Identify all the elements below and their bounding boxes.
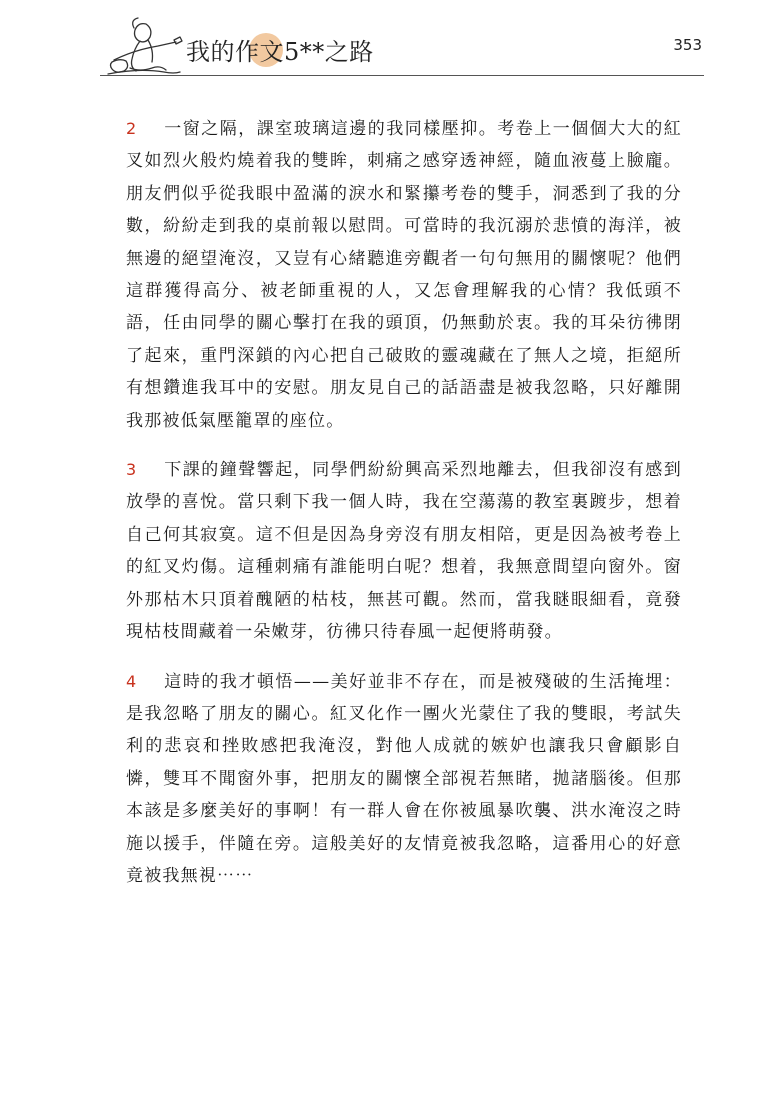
- essay-body: [126, 113, 682, 909]
- page-number: 353: [673, 36, 702, 54]
- book-logo: [104, 16, 374, 78]
- paragraph-text: 下課的鐘聲響起，同學們紛紛興高采烈地離去，但我卻沒有感到放學的喜悅。當只剩下我一個人時，我在空蕩蕩的教室裏踱步，想着自己何其寂寞。這不但是因為身旁沒有朋友相陪，更是因為被考卷上的紅叉灼傷。這種刺痛有誰能明白呢？想着，我無意間望向窗外。窗外那枯木只頂着醜陋的枯枝，無甚可觀。然而，當我瞇眼細看，竟發現枯枝間藏着一朵嫩芽，彷彿只待春風一起便將萌發。: [126, 460, 682, 643]
- logo-title: 我的作文5**之路: [186, 38, 374, 66]
- header-divider: [100, 75, 704, 76]
- paragraph-number: 2: [126, 119, 137, 138]
- page-header: [100, 14, 704, 78]
- paragraph-text: 一窗之隔，課室玻璃這邊的我同樣壓抑。考卷上一個個大大的紅叉如烈火般灼燒着我的雙眸，刺痛之感穿透神經，隨血液蔓上臉龐。朋友們似乎從我眼中盈滿的淚水和緊攥考卷的雙手，洞悉到了我的分數，紛紛走到我的桌前報以慰問。可當時的我沉溺於悲憤的海洋，被無邊的絕望淹沒，又豈有心緒聽進旁觀者一句句無用的關懷呢？他們這群獲得高分、被老師重視的人，又怎會理解我的心情？我低頭不語，任由同學的關心擊打在我的頭頂，仍無動於衷。我的耳朵彷彿閉了起來，重門深鎖的內心把自己破敗的靈魂藏在了無人之境，拒絕所有想鑽進我耳中的安慰。朋友見自己的話語盡是被我忽略，只好離開我那被低氣壓籠罩的座位。: [126, 119, 682, 431]
- paragraph-3: [126, 454, 682, 648]
- paragraph-text: 這時的我才頓悟——美好並非不存在，而是被殘破的生活掩埋：是我忽略了朋友的關心。紅叉化作一團火光蒙住了我的雙眼，考試失利的悲哀和挫敗感把我淹沒，對他人成就的嫉妒也讓我只會顧影自憐，雙耳不聞窗外事，把朋友的關懷全部視若無睹，拋諸腦後。但那本該是多麼美好的事啊！有一群人會在你被風暴吹襲、洪水淹沒之時施以援手，伴隨在旁。這般美好的友情竟被我忽略，這番用心的好意竟被我無視⋯⋯: [126, 671, 682, 886]
- paragraph-4: [126, 666, 682, 893]
- paragraph-2: [126, 113, 682, 437]
- paragraph-number: 3: [126, 460, 137, 480]
- paragraph-number: 4: [126, 671, 137, 691]
- guitarist-sketch-icon: [108, 18, 182, 74]
